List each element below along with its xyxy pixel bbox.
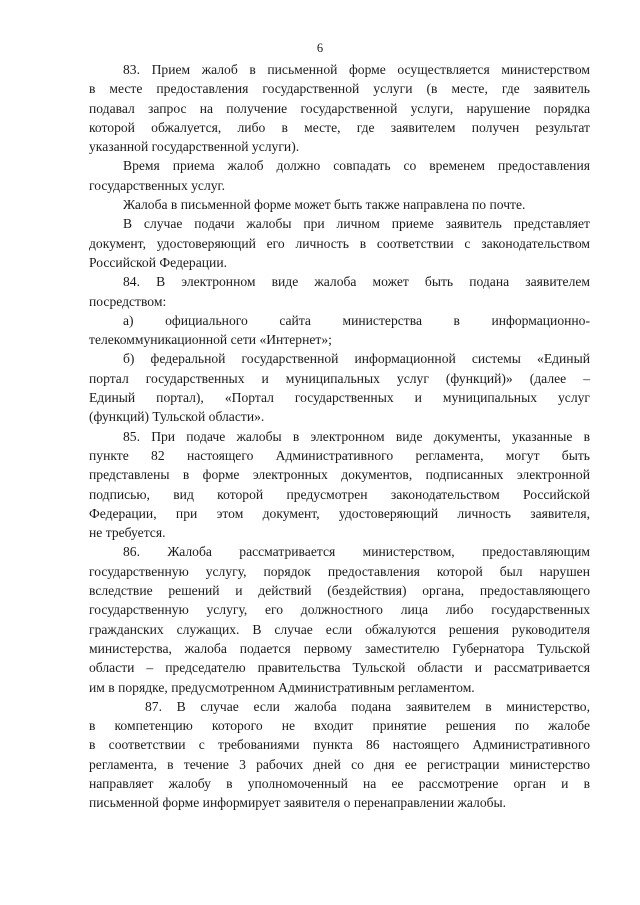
text-line: Российской Федерации. <box>89 254 227 270</box>
text-line: б) федеральной государственной информационной системы «Единый <box>123 351 590 367</box>
document-body <box>89 60 590 813</box>
text-line: государственную услугу, порядок предоставления которой был нарушен <box>89 563 590 579</box>
text-line: телекоммуникационной сети «Интернет»; <box>89 332 332 348</box>
text-line: 84. В электронном виде жалоба может быть подана заявителем <box>123 274 590 290</box>
text-line: а) официального сайта министерства в информационно- <box>123 312 590 328</box>
paragraph-p83b <box>89 156 590 195</box>
text-line: Федерации, при этом документ, удостоверяющий личность заявителя, <box>89 505 590 521</box>
text-line: пункте 82 настоящего Административного регламента, могут быть <box>89 447 590 463</box>
text-line: портал государственных и муниципальных услуг (функций)» (далее – <box>89 370 590 386</box>
paragraph-p87 <box>89 697 590 813</box>
text-line: В случае подачи жалобы при личном приеме заявитель представляет <box>123 216 590 232</box>
text-line: в компетенцию которого не входит принятие решения по жалобе <box>89 718 590 734</box>
text-line: министерства, жалоба подается первому заместителю Губернатора Тульской <box>89 640 590 656</box>
paragraph-p86 <box>89 542 590 696</box>
text-line: письменной форме информирует заявителя о перенаправлении жалобы. <box>89 795 507 811</box>
text-line: 85. При подаче жалобы в электронном виде документы, указанные в <box>123 428 590 444</box>
text-line: области – председателю правительства Тульской области и рассматривается <box>89 660 590 676</box>
paragraph-p85 <box>89 427 590 543</box>
text-line: (функций) Тульской области». <box>89 409 265 425</box>
text-line: указанной государственной услуги). <box>89 139 300 155</box>
paragraph-p84a <box>89 311 590 350</box>
text-line: которой обжалуется, либо в месте, где заявителем получен результат <box>89 119 590 135</box>
text-line: представлены в форме электронных документов, подписанных электронной <box>89 467 590 483</box>
text-line: им в порядке, предусмотренном Административным регламентом. <box>89 679 475 695</box>
text-line: документ, удостоверяющий его личность в соответствии с законодательством <box>89 235 590 251</box>
text-line: государственную услугу, его должностного лица либо государственных <box>89 602 590 618</box>
text-line: 86. Жалоба рассматривается министерством, предоставляющим <box>123 544 590 560</box>
text-line: Время приема жалоб должно совпадать со временем предоставления <box>123 158 590 174</box>
text-line: гражданских служащих. В случае если обжалуются решения руководителя <box>89 621 590 637</box>
text-line: Жалоба в письменной форме может быть также направлена по почте. <box>123 197 526 213</box>
text-line: направляет жалобу в уполномоченный на ее рассмотрение орган и в <box>89 775 590 791</box>
text-line: подавал запрос на получение государственной услуги, нарушение порядка <box>89 100 590 116</box>
page-number: 6 <box>316 41 324 55</box>
text-line: посредством: <box>89 293 167 309</box>
text-line: 87. В случае если жалоба подана заявителем в министерство, <box>145 698 590 714</box>
text-line: в соответствии с требованиями пункта 86 настоящего Административного <box>89 737 590 753</box>
text-line: в месте предоставления государственной услуги (в месте, где заявитель <box>89 81 590 97</box>
text-line: не требуется. <box>89 525 166 541</box>
text-line: регламента, в течение 3 рабочих дней со дня ее регистрации министерство <box>89 756 590 772</box>
paragraph-p84 <box>89 272 590 311</box>
text-line: подписью, вид которой предусмотрен законодательством Российской <box>89 486 590 502</box>
text-line: вследствие решений и действий (бездействия) органа, предоставляющего <box>89 583 590 599</box>
text-line: 83. Прием жалоб в письменной форме осуществляется министерством <box>123 62 590 77</box>
text-line: государственных услуг. <box>89 177 225 193</box>
text-line: Единый портал), «Портал государственных и муниципальных услуг <box>89 390 590 406</box>
paragraph-p83 <box>89 60 590 156</box>
paragraph-p83c <box>89 195 590 214</box>
paragraph-p84b <box>89 349 590 426</box>
paragraph-p83d <box>89 214 590 272</box>
